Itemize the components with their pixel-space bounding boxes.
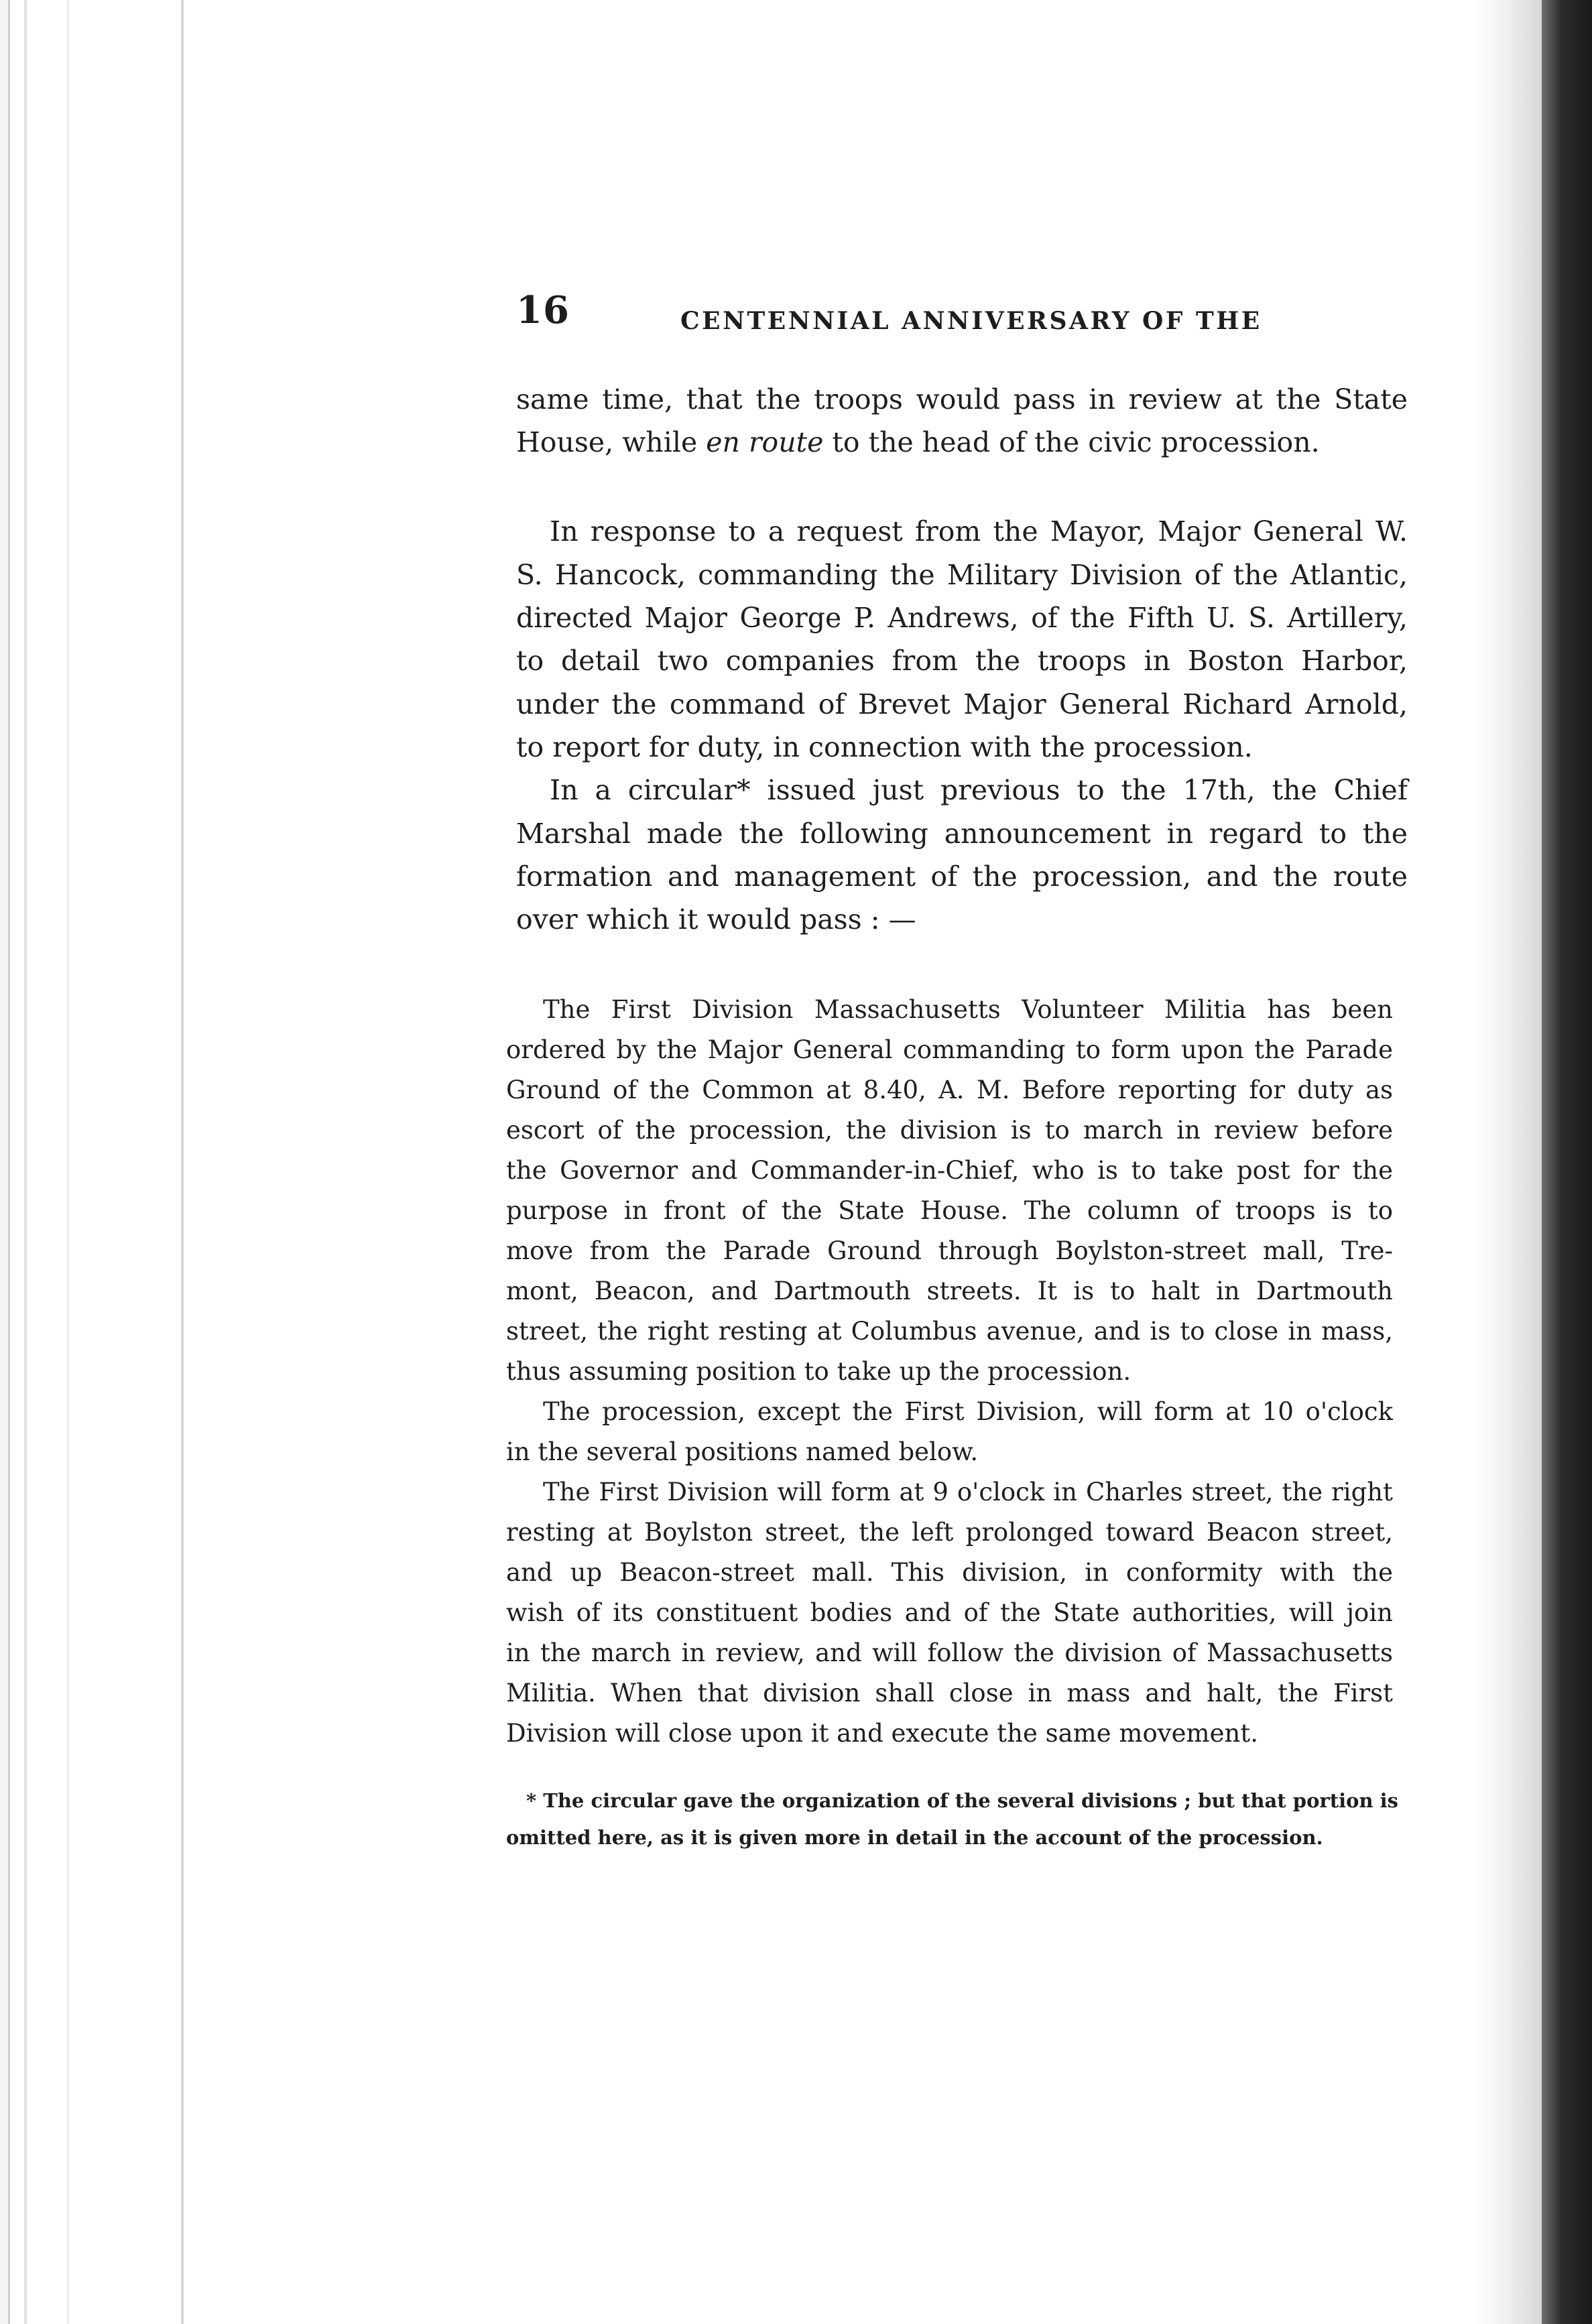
text-line: Marshal made the following announcement in regard to the <box>516 818 1408 850</box>
binding-line <box>67 0 69 2324</box>
footnote-line: omitted here, as it is given more in detail in the account of the procession. <box>506 1826 1323 1849</box>
quote-line: resting at Boylston street, the left prolonged toward Beacon street, <box>506 1518 1393 1547</box>
binding-edge <box>0 0 10 2324</box>
text-line: directed Major George P. Andrews, of the Fifth U. S. Artillery, <box>516 602 1408 634</box>
quote-line: purpose in front of the State House. The column of troops is to <box>506 1196 1393 1225</box>
text-line: In a circular* issued just previous to the 17th, the Chief <box>550 774 1408 806</box>
page-number: 16 <box>516 288 570 332</box>
text-line: formation and management of the procession, and the route <box>516 860 1408 893</box>
footnote-line: * The circular gave the organization of the several divisions ; but that portion is <box>526 1789 1398 1812</box>
text-line: over which it would pass : — <box>516 903 916 935</box>
quote-line: escort of the procession, the division is to march in review before <box>506 1116 1393 1145</box>
gutter-shadow <box>1471 0 1542 2324</box>
italic-phrase: en route <box>706 426 824 458</box>
text-line: to detail two companies from the troops in Boston Harbor, <box>516 645 1408 677</box>
text-line: In response to a request from the Mayor, Major General W. <box>550 515 1408 547</box>
quote-line: and up Beacon-street mall. This division, in conformity with the <box>506 1558 1393 1587</box>
page-header <box>516 288 1394 342</box>
binding-line <box>24 0 27 2324</box>
text-line: same time, that the troops would pass in review at the State <box>516 383 1408 415</box>
quote-line: in the march in review, and will follow the division of Massachusetts <box>506 1638 1393 1667</box>
quote-line: Division will close upon it and execute the same movement. <box>506 1719 1258 1748</box>
quote-line: The First Division will form at 9 o'clock in Charles street, the right <box>543 1478 1393 1506</box>
text-line <box>516 424 1408 461</box>
quote-line: in the several positions named below. <box>506 1437 979 1466</box>
quote-line: wish of its constituent bodies and of the State authorities, will join <box>506 1598 1393 1627</box>
quote-line: the Governor and Commander-in-Chief, who is to take post for the <box>506 1156 1393 1185</box>
running-head: CENTENNIAL ANNIVERSARY OF THE <box>680 307 1262 335</box>
page-gutter <box>1542 0 1592 2324</box>
quote-line: thus assuming position to take up the procession. <box>506 1357 1131 1386</box>
quote-line: The First Division Massachusetts Volunteer Militia has been <box>543 995 1393 1024</box>
quote-line: Militia. When that division shall close in mass and halt, the First <box>506 1679 1393 1707</box>
binding-line <box>181 0 184 2324</box>
quote-line: mont, Beacon, and Dartmouth streets. It is to halt in Dartmouth <box>506 1277 1393 1305</box>
text-segment: House, while en route to the head of the civic procession. <box>516 426 1320 458</box>
text-line: under the command of Brevet Major General Richard Arnold, <box>516 688 1408 720</box>
quote-line: move from the Parade Ground through Boylston-street mall, Tre- <box>506 1236 1393 1265</box>
quote-line: Ground of the Common at 8.40, A. M. Before reporting for duty as <box>506 1076 1393 1104</box>
quote-line: ordered by the Major General commanding to form upon the Parade <box>506 1035 1393 1064</box>
quote-line: street, the right resting at Columbus avenue, and is to close in mass, <box>506 1317 1393 1346</box>
text-line: S. Hancock, commanding the Military Division of the Atlantic, <box>516 559 1408 591</box>
quote-line: The procession, except the First Division, will form at 10 o'clock <box>543 1397 1393 1426</box>
text-line: to report for duty, in connection with the procession. <box>516 731 1253 763</box>
